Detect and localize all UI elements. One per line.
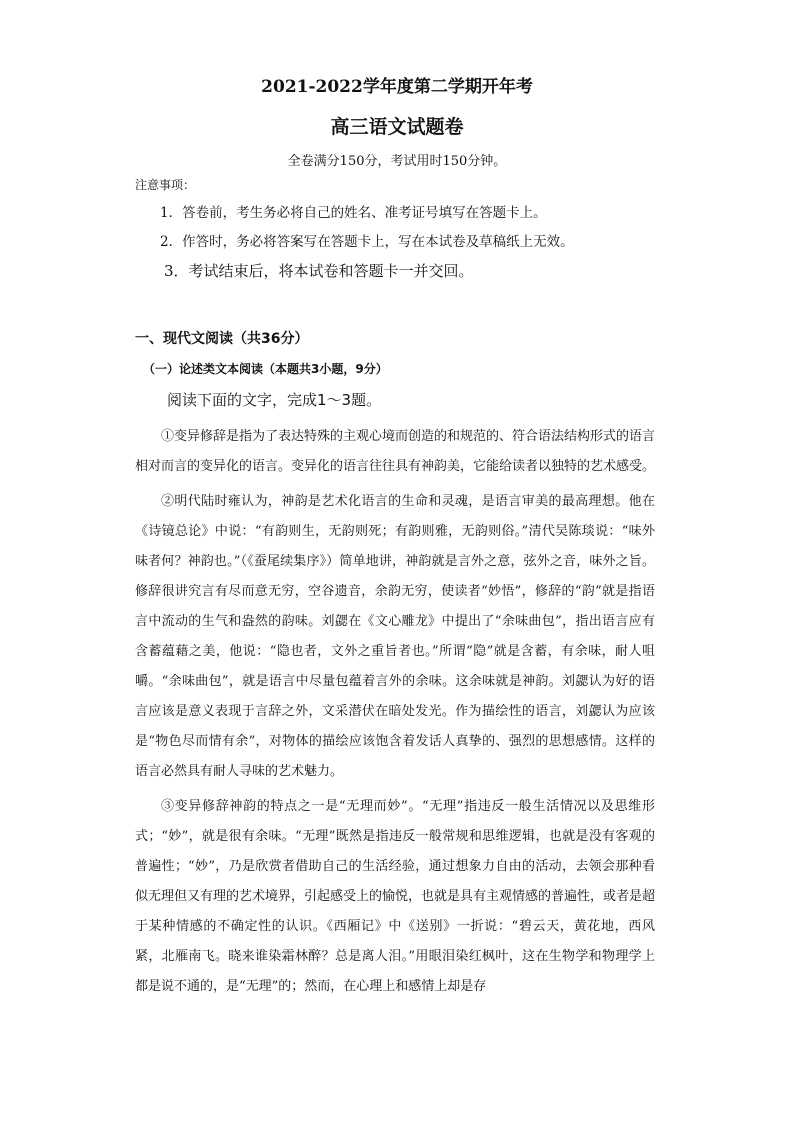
passage (135, 422, 655, 1007)
passage-paragraph: ③变异修辞神韵的特点之一是“无理而妙”。“无理”指违反一般生活情况以及思维形式；“妙”，就是很有余味。“无理”既然是指违反一般常规和思维逻辑，也就是没有客观的普遍性；“妙”，乃是欣赏者借助自己的生活经验，通过想象力自由的活动，去领会那种看似无理但又有理的艺术境界，引起感受上的愉悦，也就是具有主观情感的普遍性，或者是超于某种情感的不确定性的认识。《西厢记》中《送别》一折说：“碧云天，黄花地，西风紧，北雁南飞。晓来谁染霜林醉？总是离人泪。”用眼泪染红枫叶，这在生物学和物理学上都是说不通的，是“无理”的；然而，在心理上和感情上却是存 (135, 799, 656, 994)
passage-paragraph: ①变异修辞是指为了表达特殊的主观心境而创造的和规范的、符合语法结构形式的语言相对而言的变异化的语言。变异化的语言往往具有神韵美，它能给读者以独特的艺术感受。 (135, 429, 656, 474)
notice-item: 1．答卷前，考生务必将自己的姓名、准考证号填写在答题卡上。 (160, 205, 547, 221)
exam-title: 2021-2022学年度第二学期开年考 (261, 77, 533, 97)
notice-item: 3．考试结束后，将本试卷和答题卡一并交回。 (164, 262, 474, 280)
notice-list (160, 199, 574, 286)
passage-paragraph: ②明代陆时雍认为，神韵是艺术化语言的生命和灵魂，是语言审美的最高理想。他在《诗镜总论》中说：“有韵则生，无韵则死；有韵则雅，无韵则俗。”清代吴陈琰说：“味外味者何？神韵也。”（《蚕尾续集序》）简单地讲，神韵就是言外之意，弦外之音，味外之旨。修辞很讲究言有尽而意无穷，空谷遗音，余韵无穷，使读者“妙悟”，修辞的“韵”就是指语言中流动的生气和盎然的韵味。刘勰在《文心雕龙》中提出了“余味曲包”，指出语言应有含蓄蕴藉之美，他说：“隐也者，文外之重旨者也。”所谓“隐”就是含蓄，有余味，耐人咀嚼。“余味曲包”，就是语言中尽量包蕴着言外的余味。这余味就是神韵。刘勰认为好的语言应该是意义表现于言辞之外，文采潜伏在暗处发光。作为描绘性的语言，刘勰认为应该是“物色尽而情有余”，对物体的描绘应该饱含着发话人真挚的、强烈的思想感情。这样的语言必然具有耐人寻味的艺术魅力。 (135, 494, 655, 779)
notice-heading: 注意事项： (135, 178, 196, 192)
score-info: 全卷满分150分，考试用时150分钟。 (287, 154, 507, 169)
section-title: 一、现代文阅读（共36分） (135, 331, 309, 347)
section-subtitle: （一）论述类文本阅读（本题共3小题，9分） (143, 362, 388, 376)
paper-title: 高三语文试题卷 (330, 116, 464, 138)
reading-prompt: 阅读下面的文字，完成1～3题。 (167, 391, 382, 409)
notice-item: 2．作答时，务必将答案写在答题卡上，写在本试卷及草稿纸上无效。 (160, 234, 574, 250)
